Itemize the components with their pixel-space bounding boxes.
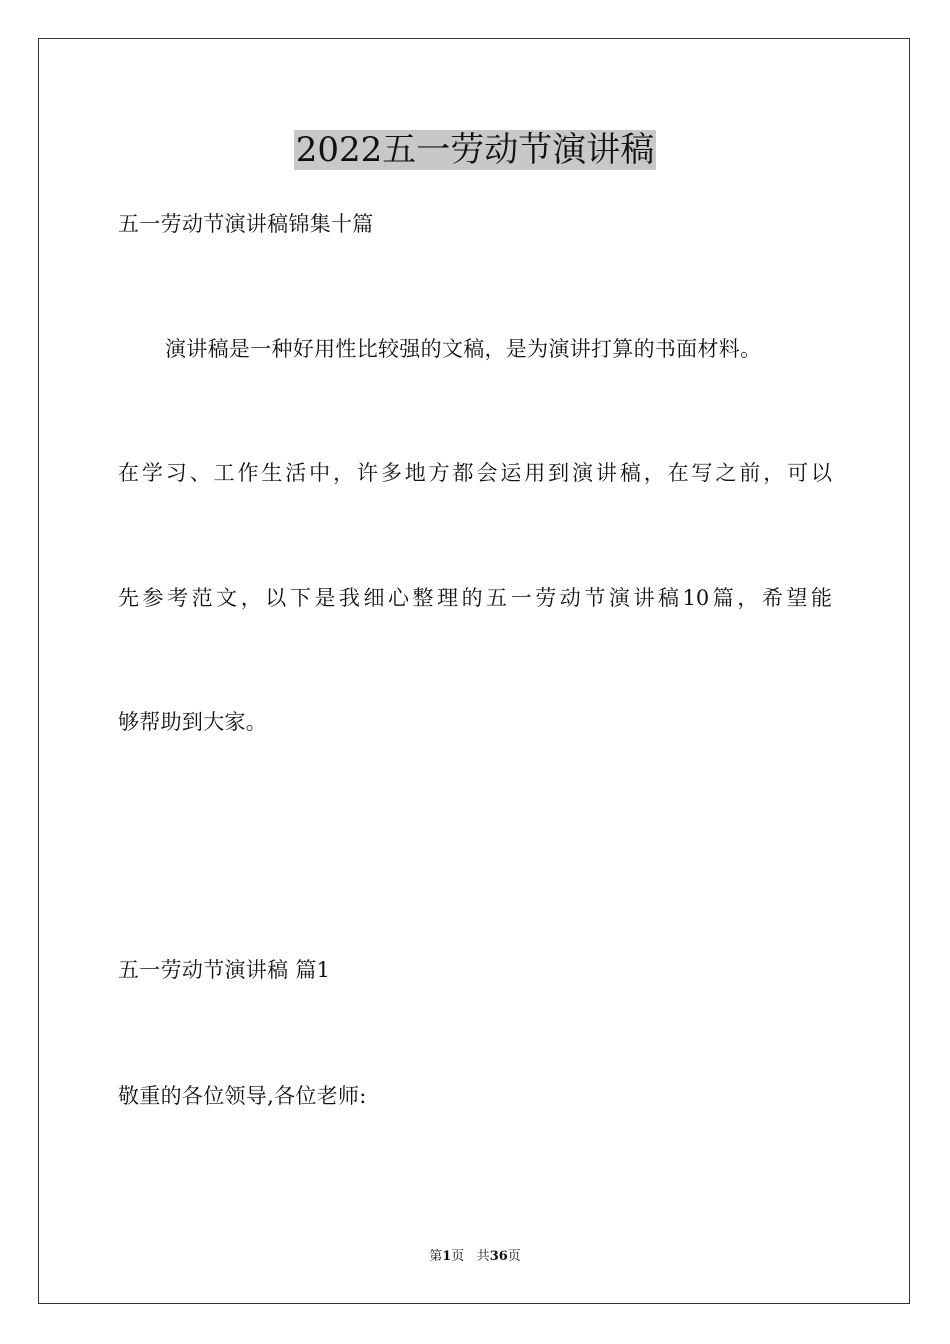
salutation: 敬重的各位领导,各位老师: (118, 1084, 367, 1108)
footer-page-number: 1 (442, 1249, 452, 1264)
intro-paragraph-line: 演讲稿是一种好用性比较强的文稿，是为演讲打算的书面材料。 (165, 337, 762, 361)
section-heading: 五一劳动节演讲稿 篇1 (118, 958, 331, 982)
document-title (0, 128, 950, 172)
intro-paragraph-line: 够帮助到大家。 (118, 710, 268, 734)
page-footer (0, 1248, 950, 1266)
footer-total-pages: 36 (489, 1249, 508, 1264)
document-subtitle: 五一劳动节演讲稿锦集十篇 (118, 212, 374, 236)
footer-page-suffix: 页 (451, 1249, 465, 1264)
footer-page-prefix: 第 (429, 1249, 443, 1264)
intro-paragraph-line: 先参考范文，以下是我细心整理的五一劳动节演讲稿10篇，希望能 (118, 586, 832, 610)
footer-total-suffix: 页 (507, 1249, 521, 1264)
intro-paragraph-line: 在学习、工作生活中，许多地方都会运用到演讲稿，在写之前，可以 (118, 461, 832, 485)
document-title-text: 2022五一劳动节演讲稿 (295, 130, 655, 170)
footer-total-prefix: 共 (476, 1249, 490, 1264)
